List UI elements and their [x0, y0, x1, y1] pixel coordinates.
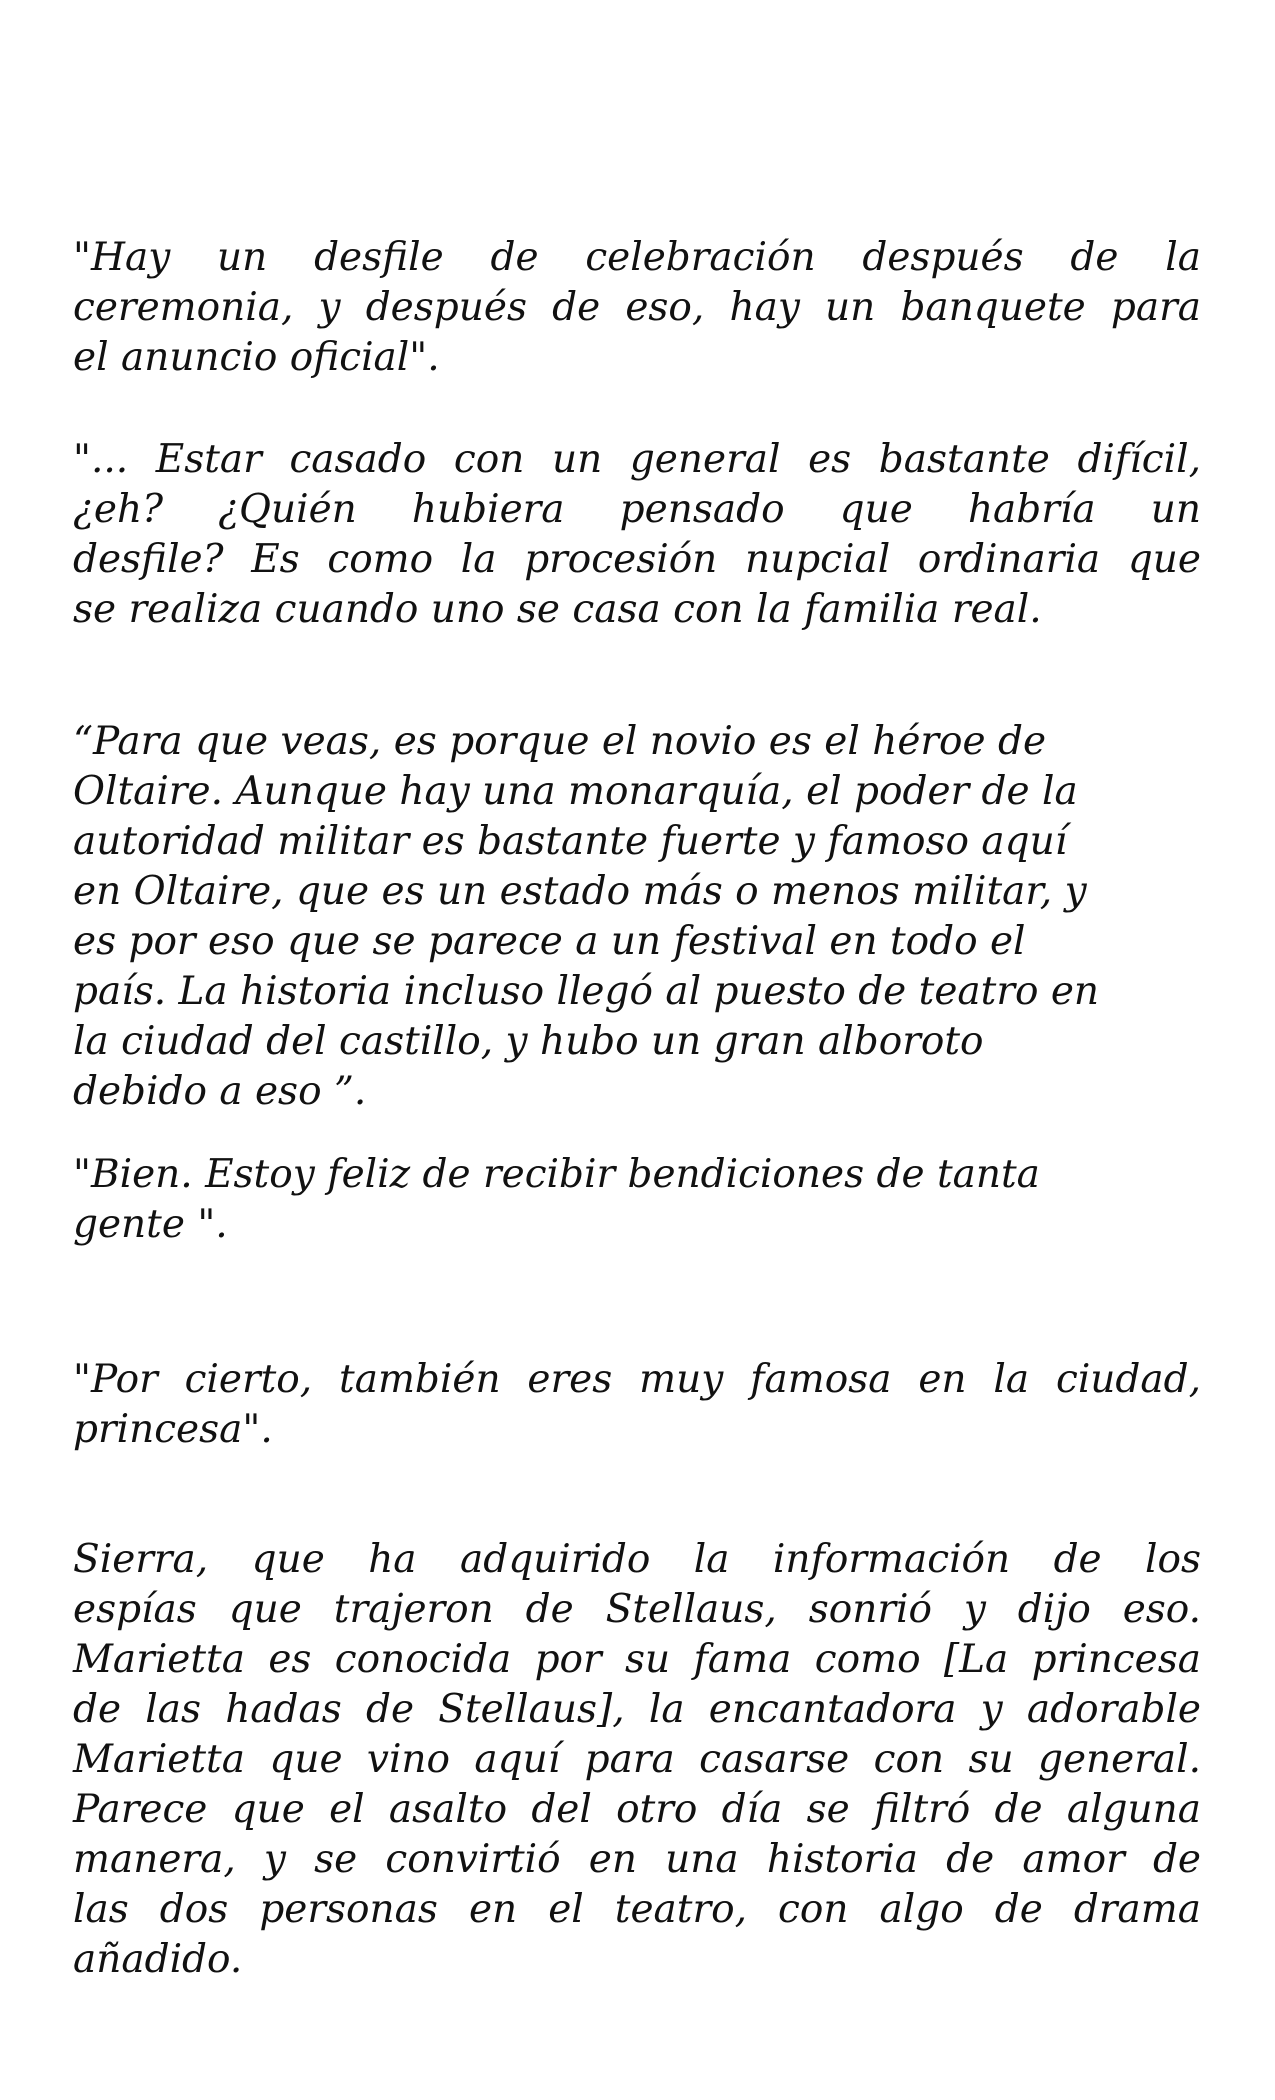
- text-line: "Bien. Estoy feliz de recibir bendiciones de tanta: [73, 1152, 1040, 1197]
- text-line: se realiza cuando uno se casa con la familia real.: [73, 587, 1042, 632]
- paragraph-heroe: [73, 717, 1201, 1117]
- text-line: es por eso que se parece a un festival en todo el: [73, 919, 1026, 964]
- text-line: "Por cierto, también eres muy famosa en la ciudad,: [73, 1357, 1201, 1402]
- paragraph-bendiciones: [73, 1150, 1201, 1250]
- text-line: las dos personas en el teatro, con algo de drama: [73, 1887, 1201, 1932]
- text-line: Marietta es conocida por su fama como [La princesa: [73, 1637, 1201, 1682]
- text-line: debido a eso ”.: [73, 1069, 367, 1114]
- text-line: gente ".: [73, 1202, 228, 1247]
- text-line: desfile? Es como la procesión nupcial ordinaria que: [73, 537, 1201, 582]
- paragraph-desfile: [73, 233, 1201, 383]
- text-line: el anuncio oficial".: [73, 335, 440, 380]
- text-line: Marietta que vino aquí para casarse con su general.: [73, 1737, 1201, 1782]
- text-line: princesa".: [73, 1407, 273, 1452]
- text-line: "Hay un desfile de celebración después de la: [73, 235, 1201, 280]
- text-line: Oltaire. Aunque hay una monarquía, el poder de la: [73, 769, 1078, 814]
- text-line: ceremonia, y después de eso, hay un banquete para: [73, 285, 1201, 330]
- text-line: manera, y se convirtió en una historia de amor de: [73, 1837, 1201, 1882]
- text-line: en Oltaire, que es un estado más o menos militar, y: [73, 869, 1087, 914]
- paragraph-sierra: [73, 1535, 1201, 1985]
- text-line: Sierra, que ha adquirido la información de los: [73, 1537, 1201, 1582]
- paragraph-casado: [73, 435, 1201, 635]
- text-line: la ciudad del castillo, y hubo un gran alboroto: [73, 1019, 984, 1064]
- text-line: de las hadas de Stellaus], la encantadora y adorable: [73, 1687, 1201, 1732]
- text-line: añadido.: [73, 1937, 243, 1982]
- paragraph-famosa: [73, 1355, 1201, 1455]
- text-line: autoridad militar es bastante fuerte y famoso aquí: [73, 819, 1068, 864]
- text-line: Parece que el asalto del otro día se filtró de alguna: [73, 1787, 1201, 1832]
- text-line: espías que trajeron de Stellaus, sonrió y dijo eso.: [73, 1587, 1201, 1632]
- text-line: país. La historia incluso llegó al puesto de teatro en: [73, 969, 1100, 1014]
- text-line: “Para que veas, es porque el novio es el héroe de: [73, 719, 1047, 764]
- text-line: "... Estar casado con un general es bastante difícil,: [73, 437, 1201, 482]
- text-line: ¿eh? ¿Quién hubiera pensado que habría un: [73, 487, 1201, 532]
